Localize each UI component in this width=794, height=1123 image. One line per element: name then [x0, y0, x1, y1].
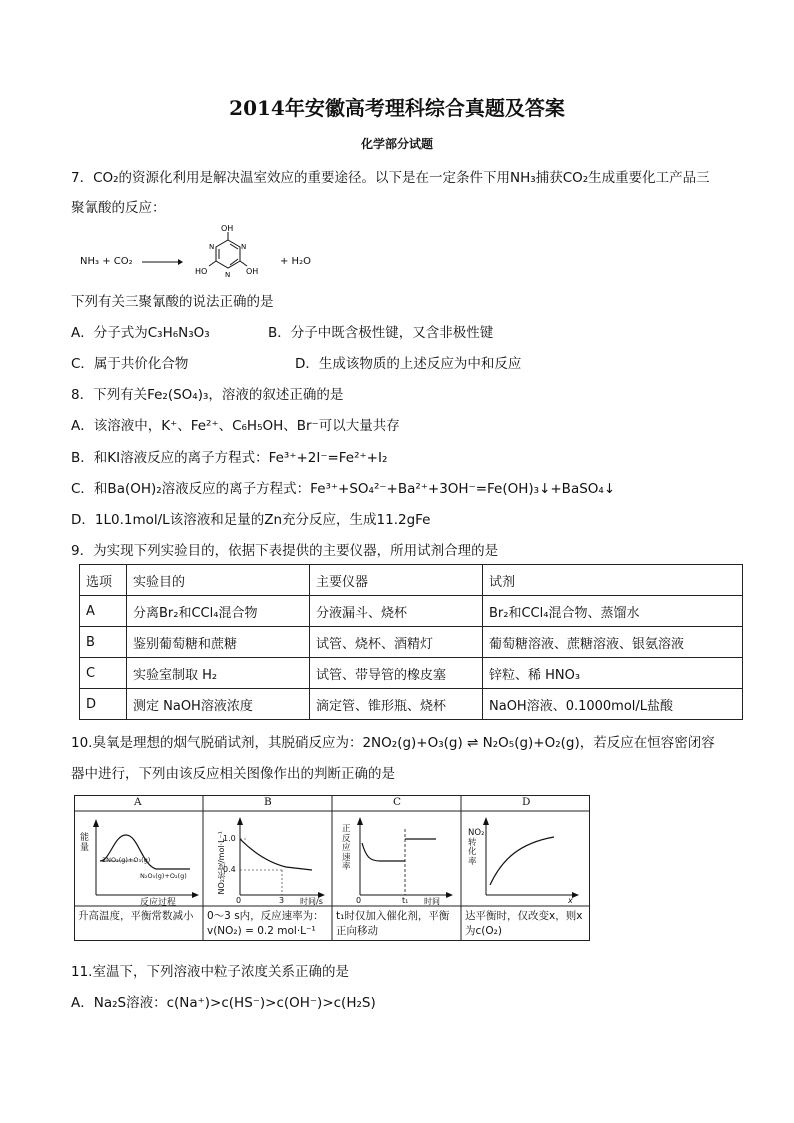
table-row [80, 627, 743, 658]
panel-b-y1: 1.0 [223, 834, 236, 843]
table-cell: 锌粒、稀 HNO₃ [483, 658, 743, 689]
q7-stem-line1: 7．CO₂的资源化利用是解决温室效应的重要途径。以下是在一定条件下用NH₃捕获CO₂生成重要化工产品三 [71, 170, 710, 186]
table-row [80, 689, 743, 720]
q8-option-c: C．和Ba(OH)₂溶液反应的离子方程式：Fe³⁺+SO₄²⁻+Ba²⁺+3OH⁻=Fe(OH)₃↓+BaSO₄↓ [71, 481, 616, 497]
q9-table [79, 564, 743, 720]
table-header-row [80, 565, 743, 596]
q8-option-b: B．和KI溶液反应的离子方程式：Fe³⁺+2I⁻=Fe²⁺+I₂ [71, 450, 388, 466]
q8-option-d: D．1L0.1mol/L该溶液和足量的Zn充分反应，生成11.2gFe [71, 512, 431, 528]
table-cell: 试管、带导管的橡皮塞 [310, 658, 483, 689]
q7-option-a: A．分子式为C₃H₆N₃O₃ [71, 325, 210, 341]
q7-reaction-left: NH₃ + CO₂ [80, 256, 133, 267]
table-cell: 试管、烧杯、酒精灯 [310, 627, 483, 658]
q10-graph-panels [74, 795, 590, 941]
section-subtitle: 化学部分试题 [360, 137, 433, 151]
cyanuric-acid-structure [188, 222, 268, 282]
panel-c-caption: t₁时仅加入催化剂，平衡正向移动 [336, 910, 450, 937]
panel-b-xlabel: 时间/s [300, 897, 323, 906]
q10-stem-line1: 10.臭氧是理想的烟气脱硝试剂，其脱硝反应为：2NO₂(g)+O₃(g) ⇌ N₂O₅(g)+O₂(g)，若反应在恒容密闭容 [71, 735, 715, 751]
panel-c-graph [357, 817, 453, 898]
panel-b-y2: 0.4 [223, 865, 236, 874]
reaction-arrow-icon [140, 256, 184, 268]
panel-c-x1: t₁ [402, 896, 409, 905]
oh-right-label: OH [246, 267, 259, 276]
table-cell: A [80, 596, 127, 627]
q7-option-c: C．属于共价化合物 [71, 356, 189, 372]
panel-a-label: A [134, 796, 142, 808]
table-header-cell: 主要仪器 [310, 565, 483, 596]
q7-reaction-right: + H₂O [280, 256, 311, 267]
table-cell: 鉴别葡萄糖和蔗糖 [127, 627, 310, 658]
table-cell: C [80, 658, 127, 689]
q7-option-d: D．生成该物质的上述反应为中和反应 [295, 356, 522, 372]
panel-b-x0: 0 [236, 896, 242, 905]
panel-c-xlabel: 时间 [424, 897, 440, 906]
panel-b-x1: 3 [279, 896, 285, 905]
panel-b-graph [237, 817, 325, 898]
page-title: 2014年安徽高考理科综合真题及答案 [229, 96, 565, 120]
panel-a-xlabel: 反应过程 [140, 898, 177, 908]
q7-question: 下列有关三聚氰酸的说法正确的是 [71, 294, 274, 310]
table-cell: 葡萄糖溶液、蔗糖溶液、银氨溶液 [483, 627, 743, 658]
table-header-cell: 试剂 [483, 565, 743, 596]
table-cell: NaOH溶液、0.1000mol/L盐酸 [483, 689, 743, 720]
q8-option-a: A．该溶液中，K⁺、Fe²⁺、C₆H₅OH、Br⁻可以大量共存 [71, 418, 400, 434]
panel-d-caption: 达平衡时，仅改变x，则x为c(O₂) [465, 910, 583, 937]
panel-a-products: N₂O₅(g)+O₂(g) [140, 872, 187, 880]
oh-left-label: HO [195, 267, 208, 276]
panel-a-reactants: 2NO₂(g)+O₃(g) [102, 856, 151, 864]
table-cell: 测定 NaOH溶液浓度 [127, 689, 310, 720]
oh-top-label: OH [221, 224, 234, 233]
table-header-cell: 实验目的 [127, 565, 310, 596]
q11-stem: 11.室温下，下列溶液中粒子浓度关系正确的是 [71, 964, 349, 980]
panel-b-ylabel: NO₂浓度/mol·L⁻¹ [217, 831, 226, 895]
table-cell: D [80, 689, 127, 720]
panel-d-ylabel: NO₂转化率 [468, 828, 485, 867]
q8-stem: 8．下列有关Fe₂(SO₄)₃，溶液的叙述正确的是 [71, 387, 344, 403]
n-label: N [241, 243, 247, 251]
table-cell: B [80, 627, 127, 658]
q11-option-a: A．Na₂S溶液：c(Na⁺)>c(HS⁻)>c(OH⁻)>c(H₂S) [71, 995, 376, 1011]
table-header-cell: 选项 [80, 565, 127, 596]
table-cell: 实验室制取 H₂ [127, 658, 310, 689]
table-cell: 分离Br₂和CCl₄混合物 [127, 596, 310, 627]
n-label: N [209, 243, 215, 251]
table-row [80, 658, 743, 689]
panel-c-x0: 0 [356, 896, 362, 905]
n-label: N [225, 271, 231, 279]
panel-a-ylabel: 能量 [80, 833, 90, 853]
table-cell: Br₂和CCl₄混合物、蒸馏水 [483, 596, 743, 627]
panel-d-graph [483, 817, 579, 898]
panel-b-label: B [264, 796, 272, 808]
table-row [80, 596, 743, 627]
panel-a-caption: 升高温度，平衡常数减小 [78, 910, 194, 922]
panel-d-label: D [522, 796, 531, 808]
panel-d-xlabel: x [568, 896, 573, 905]
q9-stem: 9．为实现下列实验目的，依据下表提供的主要仪器，所用试剂合理的是 [71, 543, 499, 559]
q10-stem-line2: 器中进行，下列由该反应相关图像作出的判断正确的是 [71, 766, 395, 782]
table-cell: 分液漏斗、烧杯 [310, 596, 483, 627]
q7-stem-line2: 聚氰酸的反应： [71, 200, 166, 216]
table-cell: 滴定管、锥形瓶、烧杯 [310, 689, 483, 720]
q7-option-b: B．分子中既含极性键，又含非极性键 [268, 325, 494, 341]
panel-c-ylabel: 正反应速率 [342, 824, 351, 872]
panel-b-caption: 0～3 s内，反应速率为：v(NO₂) = 0.2 mol·L⁻¹ [207, 910, 324, 937]
panel-c-label: C [393, 796, 402, 808]
